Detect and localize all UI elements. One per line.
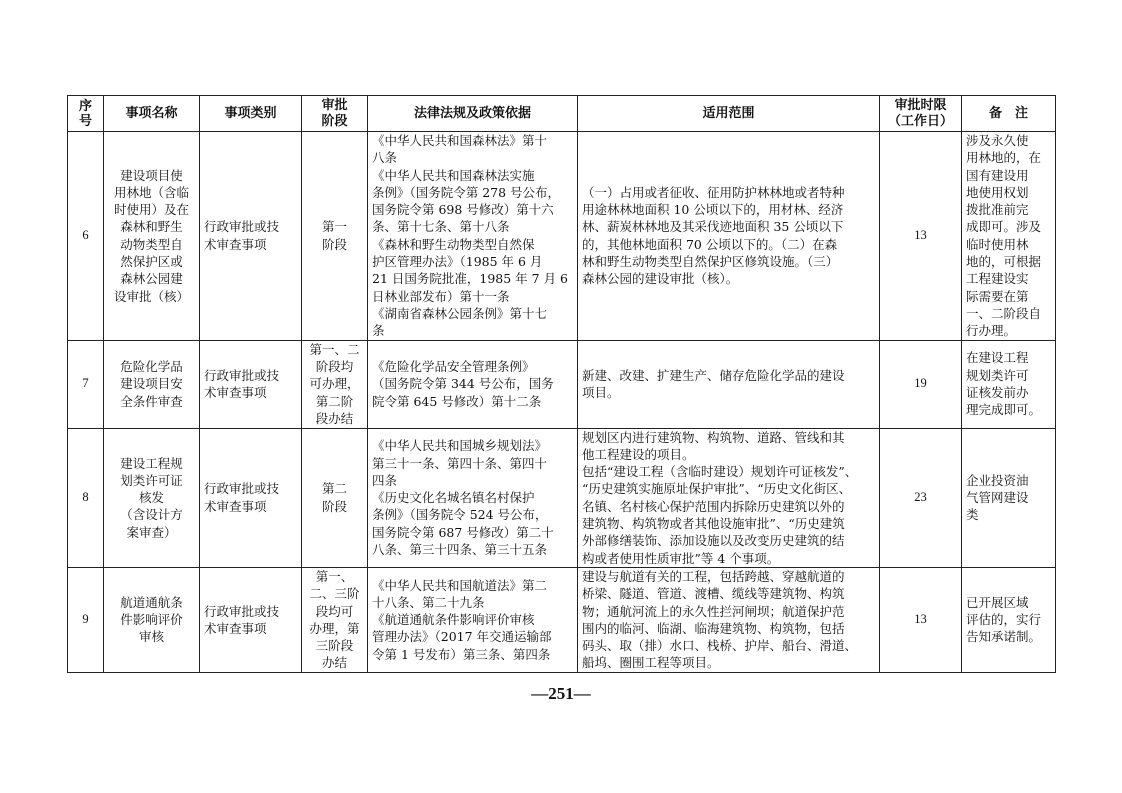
row-seq: 9 [68,567,104,672]
row-scope: 建设与航道有关的工程，包括跨越、穿越航道的 桥梁、隧道、管道、渡槽、缆线等建筑物、构筑 物；通航河流上的永久性拦河闸坝；航道保护范 围内的临河、临湖、临海建筑物、构筑物，包括 码头、取（排）水口、栈桥、护岸、船台、滑道、 船坞、圈围工程等项目。 [578,567,880,672]
row-scope: 规划区内进行建筑物、构筑物、道路、管线和其 他工程建设的项目。 包括“建设工程（含临时建设）规划许可证核发”、 “历史建筑实施原址保护审批”、“历史文化街区、 名镇、名村核心保护范围内拆除历史建筑以外的 建筑物、构筑物或者其他设施审批”、“历史建筑 外部修缮装饰、添加设施以及改变历史建筑的结 构或者使用性质审批”等 4 个事项。 [578,428,880,567]
header-remark: 备 注 [962,96,1056,132]
row-approval-stage: 第一、 二、三阶 段均可 办理，第 三阶段 办结 [302,567,368,672]
header-item-type: 事项类别 [200,96,302,132]
row-remark: 已开展区域 评估的，实行 告知承诺制。 [962,567,1056,672]
header-seq: 序 号 [68,96,104,132]
header-time-limit: 审批时限 （工作日） [880,96,962,132]
page-number: —251— [531,684,591,703]
row-seq: 8 [68,428,104,567]
table-row [68,428,1056,567]
row-legal-basis: 《中华人民共和国城乡规划法》 第三十一条、第四十条、第四十 四条 《历史文化名城名镇名村保护 条例》（国务院令 524 号公布， 国务院令第 687 号修改）第二十 八条、第三十四条、第三十五条 [368,428,578,567]
row-remark: 在建设工程 规划类许可 证核发前办 理完成即可。 [962,340,1056,428]
table-row [68,132,1056,341]
row-scope: （一）占用或者征收、征用防护林林地或者特种 用途林林地面积 10 公顷以下的，用材林、经济 林、薪炭林林地及其采伐迹地面积 35 公顷以下 的，其他林地面积 70 公顷以下的。（二）在森 林和野生动物类型自然保护区修筑设施。（三） 森林公园的建设审批（核）。 [578,132,880,341]
header-legal-basis: 法律法规及政策依据 [368,96,578,132]
row-approval-stage: 第一 阶段 [302,132,368,341]
row-scope: 新建、改建、扩建生产、储存危险化学品的建设 项目。 [578,340,880,428]
approval-items-table [67,95,1056,673]
table-row [68,340,1056,428]
row-item-name: 航道通航条 件影响评价 审核 [104,567,200,672]
row-item-name: 建设项目使 用林地（含临 时使用）及在 森林和野生 动物类型自 然保护区或 森林公园建 设审批（核） [104,132,200,341]
row-approval-stage: 第一、二 阶段均 可办理， 第二阶 段办结 [302,340,368,428]
row-seq: 7 [68,340,104,428]
header-row [68,96,1056,132]
header-scope: 适用范围 [578,96,880,132]
row-remark: 涉及永久使 用林地的，在 国有建设用 地使用权划 拨批准前完 成即可。涉及 临时使用林 地的，可根据 工程建设实 际需要在第 一、二阶段自 行办理。 [962,132,1056,341]
row-legal-basis: 《危险化学品安全管理条例》 （国务院令第 344 号公布，国务 院令第 645 号修改）第十二条 [368,340,578,428]
row-approval-stage: 第二 阶段 [302,428,368,567]
row-legal-basis: 《中华人民共和国航道法》第二 十八条、第二十九条 《航道通航条件影响评价审核 管理办法》（2017 年交通运输部 令第 1 号发布）第三条、第四条 [368,567,578,672]
row-time-limit: 19 [880,340,962,428]
table-row [68,567,1056,672]
row-item-type: 行政审批或技 术审查事项 [200,340,302,428]
header-item-name: 事项名称 [104,96,200,132]
row-item-type: 行政审批或技 术审查事项 [200,567,302,672]
row-item-type: 行政审批或技 术审查事项 [200,428,302,567]
row-time-limit: 13 [880,132,962,341]
row-item-type: 行政审批或技 术审查事项 [200,132,302,341]
row-item-name: 建设工程规 划类许可证 核发 （含设计方 案审查） [104,428,200,567]
header-approval-stage: 审批 阶段 [302,96,368,132]
row-time-limit: 23 [880,428,962,567]
row-item-name: 危险化学品 建设项目安 全条件审查 [104,340,200,428]
row-legal-basis: 《中华人民共和国森林法》第十 八条 《中华人民共和国森林法实施 条例》（国务院令第 278 号公布， 国务院令第 698 号修改）第十六 条、第十七条、第十八条 《森林和野生动物类型自然保 护区管理办法》（1985 年 6 月 21 日国务院批准，1985 年 7 月 6 日林业部发布）第十一条 《湖南省森林公园条例》第十七 条 [368,132,578,341]
row-time-limit: 13 [880,567,962,672]
row-seq: 6 [68,132,104,341]
row-remark: 企业投资油 气管网建设 类 [962,428,1056,567]
